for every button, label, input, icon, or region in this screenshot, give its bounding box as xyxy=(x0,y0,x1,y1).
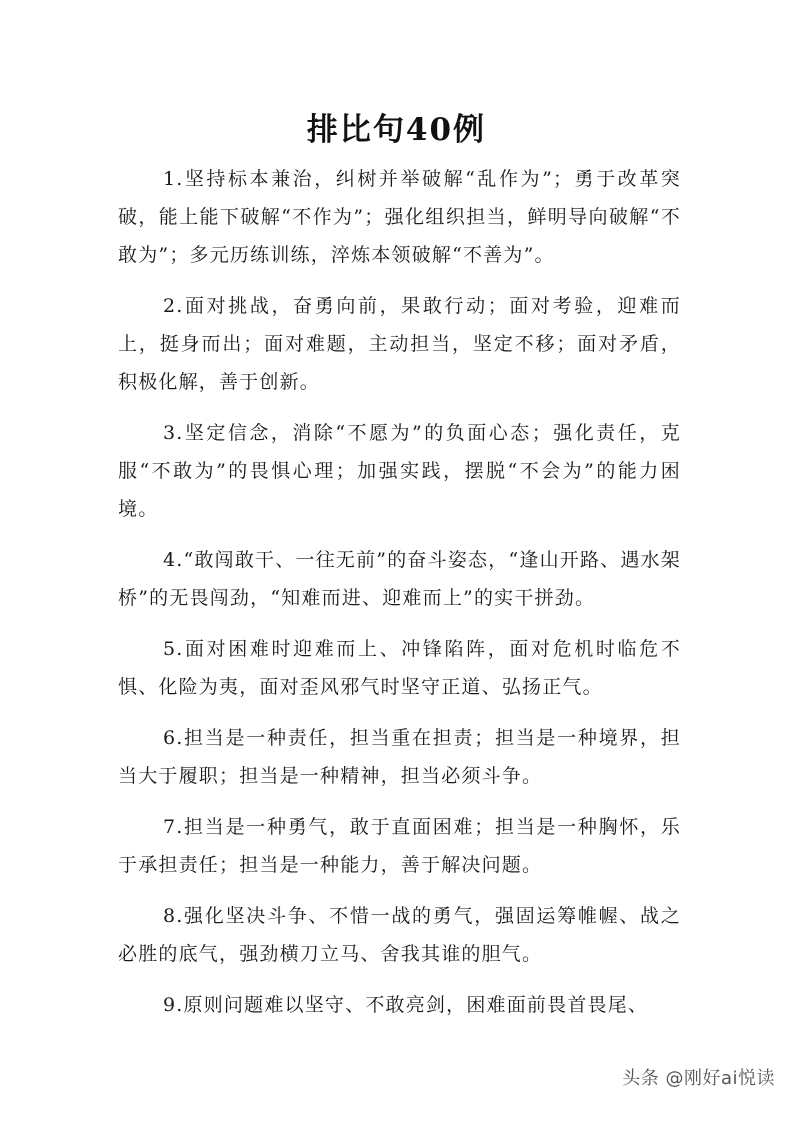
paragraph-7: 7.担当是一种勇气，敢于直面困难；担当是一种胸怀，乐于承担责任；担当是一种能力，善于解决问题。 xyxy=(118,816,681,876)
paragraph-5: 5.面对困难时迎难而上、冲锋陷阵，面对危机时临危不惧、化险为夷，面对歪风邪气时坚守正道、弘扬正气。 xyxy=(118,638,681,698)
paragraph-4: 4.“敢闯敢干、一往无前”的奋斗姿态，“逢山开路、遇水架桥”的无畏闯劲，“知难而进、迎难而上”的实干拼劲。 xyxy=(118,549,681,609)
paragraph-8: 8.强化坚决斗争、不惜一战的勇气，强固运筹帷幄、战之必胜的底气，强劲横刀立马、舍我其谁的胆气。 xyxy=(118,905,681,965)
paragraph-3: 3.坚定信念，消除“不愿为”的负面心态；强化责任，克服“不敢为”的畏惧心理；加强实践，摆脱“不会为”的能力困境。 xyxy=(118,422,681,520)
document-title: 排比句40例 xyxy=(306,112,487,148)
source-watermark: 头条 @刚好ai悦读 xyxy=(622,1068,775,1089)
paragraph-1: 1.坚持标本兼治，纠树并举破解“乱作为”；勇于改革突破，能上能下破解“不作为”；强化组织担当，鲜明导向破解“不敢为”；多元历练训练，淬炼本领破解“不善为”。 xyxy=(118,168,681,266)
paragraph-6: 6.担当是一种责任，担当重在担责；担当是一种境界，担当大于履职；担当是一种精神，担当必须斗争。 xyxy=(118,727,681,787)
paragraph-2: 2.面对挑战，奋勇向前，果敢行动；面对考验，迎难而上，挺身而出；面对难题，主动担当，坚定不移；面对矛盾，积极化解，善于创新。 xyxy=(118,295,681,393)
paragraph-9: 9.原则问题难以坚守、不敢亮剑，困难面前畏首畏尾、 xyxy=(163,994,649,1016)
document-body xyxy=(118,160,681,1037)
